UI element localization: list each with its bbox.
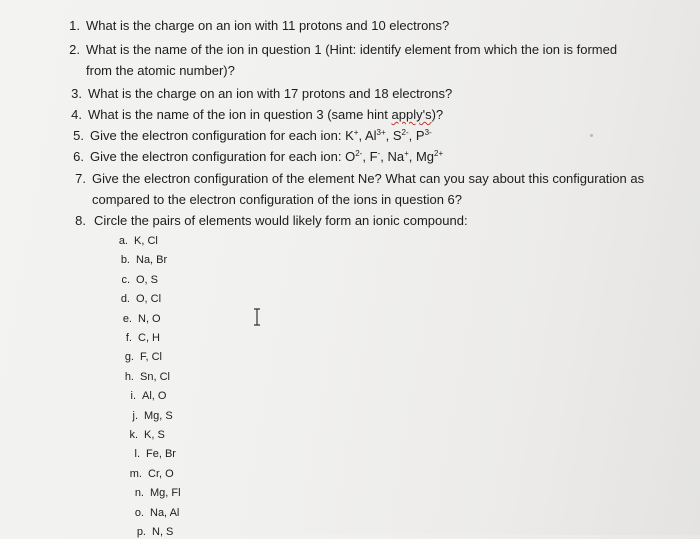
- question-number: 1.: [69, 18, 80, 33]
- pair-elements: Na, Al: [150, 506, 180, 519]
- pair-elements: C, H: [138, 332, 160, 344]
- pair-letter: l.: [134, 448, 140, 461]
- question-text: What is the charge on an ion with 17 protons and 18 electrons?: [88, 86, 453, 101]
- question-number: 4.: [71, 107, 82, 122]
- pair-elements: K, Cl: [134, 235, 158, 247]
- question-text: Give the electron configuration for each ion: K+, $Al^{3+}$, $S^{2-}$, $P^{3-}$: [90, 128, 432, 143]
- pair-elements: Fe, Br: [146, 448, 176, 461]
- pair-elements: Na, Br: [136, 254, 168, 267]
- pair-letter: k.: [129, 429, 138, 441]
- question-number: 2.: [69, 42, 80, 57]
- pair-letter: g.: [124, 351, 134, 364]
- pair-letter: d.: [120, 293, 130, 306]
- pair-elements: Al, O: [142, 390, 167, 403]
- pair-letter: o.: [134, 506, 144, 519]
- pair-elements: O, S: [136, 273, 159, 286]
- question-number: 3.: [71, 86, 82, 101]
- pair-letter: a.: [118, 235, 128, 247]
- pair-letter: c.: [121, 273, 130, 286]
- question-number: 5.: [73, 128, 84, 143]
- pair-elements: N, S: [152, 526, 174, 538]
- pair-letter: n.: [134, 487, 144, 500]
- question-continuation: compared to the electron configuration of the ions in question 6?: [92, 192, 463, 207]
- pair-letter: f.: [125, 332, 132, 344]
- pair-letter: p.: [136, 526, 146, 538]
- pair-letter: e.: [122, 312, 132, 325]
- pair-letter: j.: [132, 409, 138, 422]
- question-text: What is the name of the ion in question 1 (Hint: identify element from which the ion is formed: [86, 42, 618, 57]
- question-number: 7.: [75, 171, 86, 186]
- question-text: Give the electron configuration for each ion: $O^{2-}$, F-, Na+, $Mg^{2+}$: [90, 149, 444, 164]
- pair-letter: m.: [129, 467, 142, 480]
- question-text: Give the electron configuration of the element Ne? What can you say about this configuration as: [92, 171, 645, 186]
- pair-letter: i.: [130, 390, 136, 403]
- pair-elements: O, Cl: [136, 293, 162, 306]
- pair-elements: Sn, Cl: [140, 370, 170, 383]
- dust-speck: [590, 134, 593, 137]
- spellcheck-word: apply's: [391, 107, 432, 122]
- pair-letter: b.: [120, 254, 130, 267]
- question-text: What is the charge on an ion with 11 protons and 10 electrons?: [86, 18, 450, 33]
- question-number: 8.: [75, 213, 86, 228]
- pair-elements: Mg, S: [144, 409, 173, 422]
- question-text: Circle the pairs of elements would likely form an ionic compound:: [94, 213, 468, 228]
- question-text: What is the name of the ion in question 3 (same hint apply's)?: [88, 107, 444, 122]
- question-continuation: from the atomic number)?: [86, 63, 235, 78]
- pair-letter: h.: [124, 370, 134, 383]
- pair-elements: N, O: [138, 312, 161, 325]
- pair-elements: F, Cl: [140, 351, 162, 364]
- pair-elements: Mg, Fl: [150, 487, 181, 500]
- pair-elements: K, S: [144, 429, 165, 441]
- pair-elements: Cr, O: [148, 467, 174, 480]
- question-number: 6.: [73, 149, 84, 164]
- text-cursor-icon: [252, 308, 262, 326]
